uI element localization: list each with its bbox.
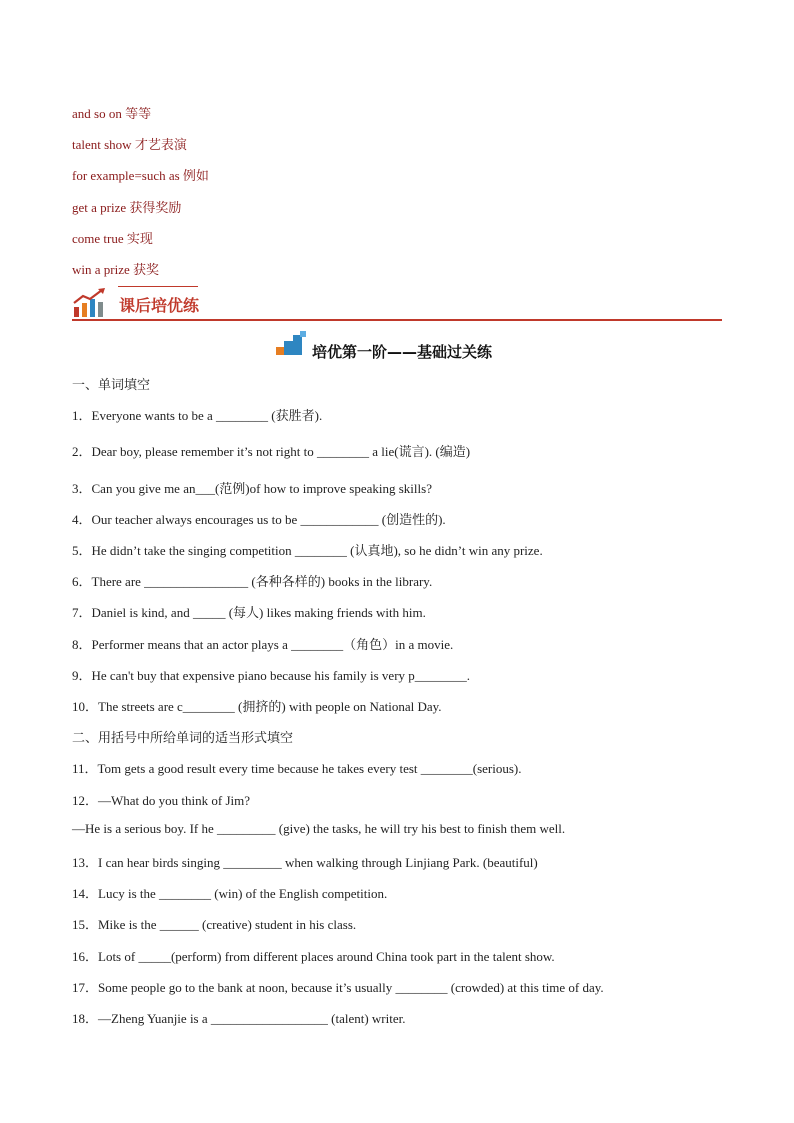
question-item: 1．Everyone wants to be a ________ (获胜者). [72, 408, 323, 423]
phrase-item: and so on 等等 [72, 106, 152, 121]
section-title: 课后培优练 [119, 296, 200, 315]
section-rule [72, 319, 722, 321]
phrase-item: talent show 才艺表演 [72, 137, 187, 152]
growth-chart-icon [72, 287, 108, 319]
question-item: —He is a serious boy. If he _________ (give) the tasks, he will try his best to finish them well. [72, 821, 566, 836]
question-item: 6．There are ________________ (各种各样的) books in the library. [72, 574, 433, 589]
question-item: 2．Dear boy, please remember it’s not right to ________ a lie(谎言). (编造) [72, 444, 471, 459]
header-top-line [118, 286, 198, 287]
question-item: 17．Some people go to the bank at noon, because it’s usually ________ (crowded) at this time of day. [72, 980, 604, 995]
question-item: 16．Lots of _____(perform) from different places around China took part in the talent show. [72, 949, 555, 964]
section-header [72, 285, 722, 325]
question-item: 9．He can't buy that expensive piano because his family is very p________. [72, 668, 471, 683]
tier-header [274, 331, 534, 361]
question-item: 4．Our teacher always encourages us to be ____________ (创造性的). [72, 512, 446, 527]
phrase-item: for example=such as 例如 [72, 168, 209, 183]
phrase-item: come true 实现 [72, 231, 153, 246]
question-item: 12．—What do you think of Jim? [72, 793, 251, 808]
question-item: 7．Daniel is kind, and _____ (每人) likes making friends with him. [72, 605, 426, 620]
question-item: 11．Tom gets a good result every time because he takes every test ________(serious). [72, 761, 522, 776]
part1-heading: 一、单词填空 [72, 378, 151, 393]
question-item: 8．Performer means that an actor plays a ________（角色）in a movie. [72, 637, 454, 652]
phrase-item: get a prize 获得奖励 [72, 200, 182, 215]
question-item: 18．—Zheng Yuanjie is a __________________ (talent) writer. [72, 1011, 406, 1026]
question-item: 5．He didn’t take the singing competition ________ (认真地), so he didn’t win any prize. [72, 543, 543, 558]
phrase-item: win a prize 获奖 [72, 262, 160, 277]
stairs-icon [274, 331, 308, 357]
question-item: 15．Mike is the ______ (creative) student in his class. [72, 917, 357, 932]
question-item: 13．I can hear birds singing _________ when walking through Linjiang Park. (beautiful) [72, 855, 538, 870]
tier-title: 培优第一阶——基础过关练 [312, 343, 493, 361]
part2-heading: 二、用括号中所给单词的适当形式填空 [72, 731, 294, 746]
question-item: 10．The streets are c________ (拥挤的) with people on National Day. [72, 699, 442, 714]
question-item: 3．Can you give me an___(范例)of how to improve speaking skills? [72, 481, 432, 496]
question-item: 14．Lucy is the ________ (win) of the English competition. [72, 886, 388, 901]
